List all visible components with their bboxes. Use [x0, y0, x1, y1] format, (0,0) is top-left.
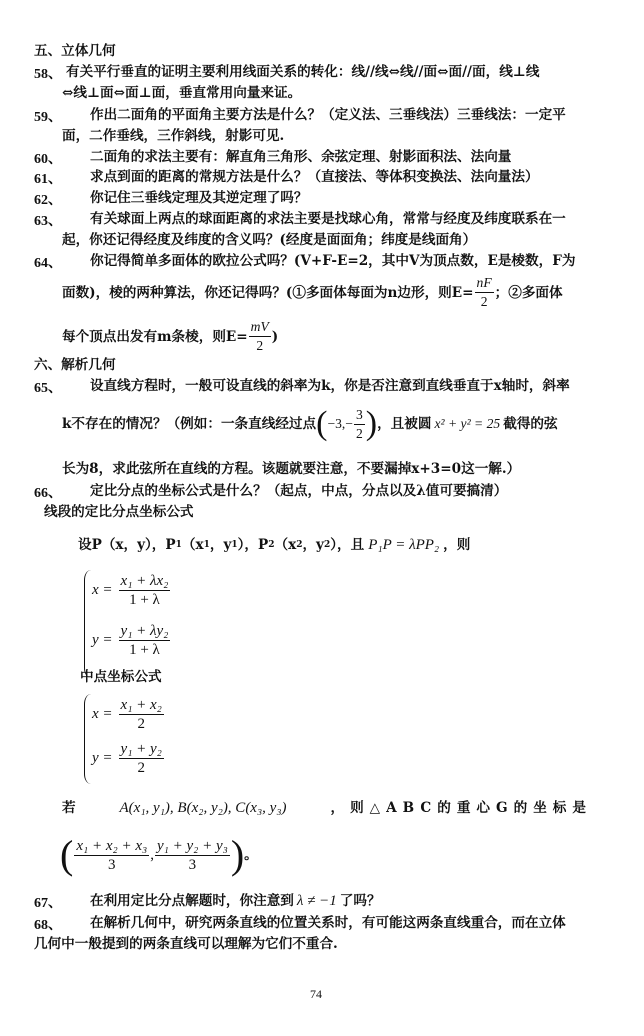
circle-equation: x² + y² = 25	[434, 416, 501, 431]
item-65-line-2-text: k不存在的情况？（例如：一条直线经过点	[62, 416, 317, 432]
item-65-line-2-tail: 截得的弦	[503, 416, 558, 432]
item-60-text: 二面角的求法主要有：解直角三角形、余弦定理、射影面积法、法向量	[90, 149, 512, 165]
item-62-text: 你记住三垂线定理及其逆定理了吗？	[90, 190, 308, 206]
formula-y-division	[92, 622, 171, 659]
fraction-denominator: 2	[256, 338, 264, 353]
item-65-line-1: 设直线方程时，一般可设直线的斜率为k，你是否注意到直线垂直于x轴时，斜率	[90, 378, 570, 394]
triangle-points: A(x₁, y₁), B(x₂, y₂), C(x₃, y₃)	[119, 800, 287, 816]
comma: ,	[150, 846, 154, 863]
fraction-mV-over-2	[249, 318, 271, 355]
fraction-denominator: 3	[108, 856, 116, 873]
fraction-denominator: 1 + λ	[129, 592, 160, 608]
item-64-line-3-tail: )	[271, 328, 279, 345]
item-number-62: 62、	[34, 193, 62, 208]
fraction-numerator: x₁ + λx₂	[120, 573, 169, 589]
text-segment: （x	[274, 537, 297, 553]
centroid-end: 。	[244, 847, 258, 863]
left-brace	[84, 570, 92, 678]
midpoint-heading: 中点坐标公式	[80, 669, 162, 685]
vector-equation: P₁P = λPP₂	[368, 537, 440, 553]
item-61-text: 求点到面的距离的常规方法是什么？（直接法、等体积变换法、法向量法）	[90, 169, 539, 185]
fraction-nF-over-2	[475, 274, 494, 311]
item-63-line-2: 起，你还记得经度及纬度的含义吗？(经度是面面角；纬度是线面角）	[62, 232, 477, 248]
item-66-line-3: 设P（x，y），P 1 （x 1 ，y 1 ），P 2 （x 2 ，y 2 ），且 P₁P = λPP₂ ，则	[78, 537, 471, 553]
item-64-line-2	[62, 274, 563, 311]
formula-x-midpoint	[92, 696, 165, 733]
right-paren: )	[365, 405, 378, 442]
text-segment: 设P（x，y），P	[78, 537, 176, 553]
item-number-60: 60、	[34, 152, 62, 167]
formula-x-division	[92, 572, 171, 609]
item-number-58: 58、	[34, 67, 62, 82]
item-64-line-3-text: 每个顶点出发有m条棱，则E=	[62, 328, 248, 345]
lambda-condition: λ ≠ −1	[296, 893, 337, 909]
centroid-text: ，则△ABC的重心G的坐标是	[330, 800, 592, 816]
fraction-y-midpoint	[119, 740, 164, 777]
left-brace	[84, 694, 92, 784]
fraction-denominator: 3	[188, 856, 197, 873]
fraction-x-midpoint	[119, 696, 164, 733]
fraction-denominator: 2	[355, 425, 363, 441]
fraction-denominator: 1 + λ	[129, 642, 160, 658]
point-x-value: −3,−	[327, 416, 353, 431]
fraction-numerator: mV	[249, 318, 271, 337]
item-64-line-1: 你记得简单多面体的欧拉公式吗？(V+F-E=2，其中V为顶点数，E是棱数，F为	[90, 253, 576, 269]
item-number-61: 61、	[34, 172, 62, 187]
item-58-line-1: 有关平行垂直的证明主要利用线面关系的转化：线//线⇔线//面⇔面//面，线⊥线	[66, 64, 540, 80]
item-number-66: 66、	[34, 486, 62, 501]
item-58-line-2: ⇔线⊥面⇔面⊥面，垂直常用向量来证。	[62, 85, 302, 101]
x-equals: x =	[92, 706, 113, 722]
item-68-line-2: 几何中一般提到的两条直线可以理解为它们不重合.	[34, 936, 338, 952]
item-number-59: 59、	[34, 110, 62, 125]
item-65-line-3: 长为8，求此弦所在直线的方程。该题就要注意，不要漏掉x+3=0这一解.）	[62, 461, 521, 477]
item-63-line-1: 有关球面上两点的球面距离的求法主要是找球心角，常常与经度及纬度联系在一	[90, 211, 566, 227]
left-paren: (	[60, 832, 74, 877]
fraction-centroid-x	[74, 837, 149, 874]
fraction-numerator: y₁ + λy₂	[120, 623, 169, 639]
page-number: 74	[310, 987, 322, 1001]
formula-y-midpoint	[92, 740, 165, 777]
item-66-line-2: 线段的定比分点坐标公式	[44, 504, 194, 520]
item-59-line-2: 面，二作垂线，三作斜线，射影可见.	[62, 128, 285, 144]
item-number-64: 64、	[34, 256, 62, 271]
fraction-denominator: 2	[137, 760, 145, 776]
fraction-3-over-2	[354, 406, 365, 443]
text-segment: ，则	[443, 537, 471, 553]
fraction-numerator: x₁ + x₂	[120, 697, 162, 713]
text-segment: ，y	[209, 537, 232, 553]
left-paren: (	[316, 405, 328, 442]
section-heading-analytic-geometry: 六、解析几何	[34, 357, 116, 373]
fraction-numerator: x₁ + x₂ + x₃	[76, 837, 148, 854]
fraction-numerator: 3	[354, 406, 365, 425]
text-segment: ，y	[302, 537, 324, 553]
fraction-numerator: y₁ + y₂	[120, 741, 162, 757]
item-number-65: 65、	[34, 381, 62, 396]
fraction-y-division	[119, 622, 171, 659]
fraction-denominator: 2	[137, 716, 145, 732]
item-65-line-2	[62, 404, 558, 444]
item-number-67: 67、	[34, 896, 62, 911]
item-66-line-1: 定比分点的坐标公式是什么？（起点，中点，分点以及λ值可要搞清）	[90, 483, 508, 499]
item-64-line-2-tail: ；②多面体	[494, 284, 563, 301]
fraction-denominator: 2	[480, 294, 488, 309]
item-number-63: 63、	[34, 214, 62, 229]
text-segment: ），且	[330, 537, 365, 553]
item-64-line-2-text: 面数)，棱的两种算法，你还记得吗？(①多面体每面为n边形，则E=	[62, 284, 474, 301]
centroid-intro: 若	[62, 800, 76, 816]
fraction-centroid-y	[155, 837, 230, 874]
item-59-line-1: 作出二面角的平面角主要方法是什么？（定义法、三垂线法）三垂线法：一定平	[90, 107, 566, 123]
text-segment: （x	[181, 537, 204, 553]
x-equals: x =	[92, 582, 113, 598]
fraction-numerator: y₁ + y₂ + y₃	[156, 837, 228, 854]
y-equals: y =	[92, 632, 113, 648]
item-68-line-1: 在解析几何中，研究两条直线的位置关系时，有可能这两条直线重合，而在立体	[90, 915, 566, 931]
item-67-text-b: 了吗？	[339, 893, 381, 909]
fraction-numerator: nF	[475, 274, 494, 293]
right-paren: )	[230, 832, 245, 877]
centroid-formula	[60, 832, 258, 878]
item-number-68: 68、	[34, 918, 62, 933]
centroid-line	[62, 799, 592, 817]
section-heading-solid-geometry: 五、立体几何	[34, 43, 116, 59]
fraction-x-division	[119, 572, 171, 609]
text-segment: ），P	[237, 537, 269, 553]
item-65-line-2-mid: ，且被圆	[377, 416, 432, 432]
item-64-line-3	[62, 318, 278, 355]
y-equals: y =	[92, 750, 113, 766]
item-67-text-a: 在利用定比分点解题时，你注意到	[90, 893, 294, 909]
item-67-text	[90, 892, 381, 910]
